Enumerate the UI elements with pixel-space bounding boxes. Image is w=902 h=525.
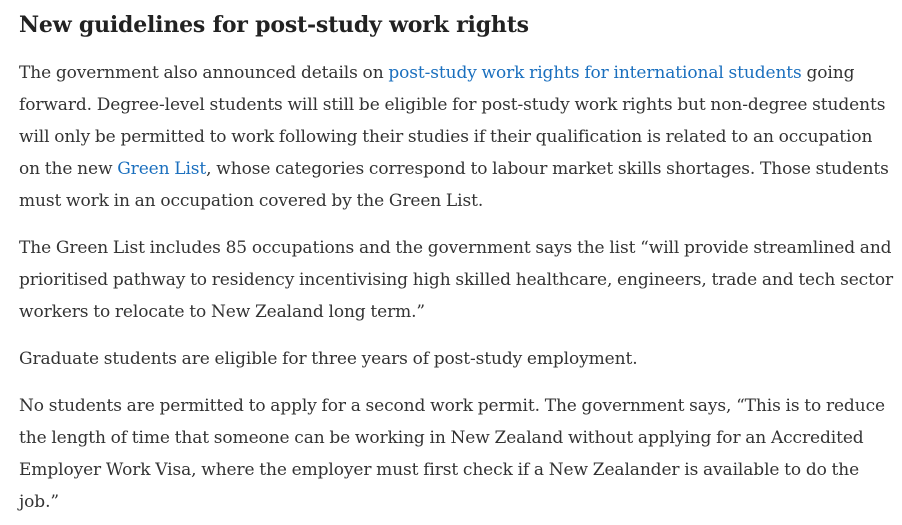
paragraph-post-study-rights bbox=[19, 57, 894, 217]
paragraph-green-list: The Green List includes 85 occupations and the government says the list “will provide streamlined and prioritised pathway to residency incentivising high skilled healthcare, engineers, trade and tech sector workers to relocate to New Zealand long term.” bbox=[19, 238, 893, 322]
paragraph-text: , whose categories correspond to labour market skills shortages. Those students must work in an occupation covered by the Green List. bbox=[19, 159, 889, 211]
paragraph-text: going forward. Degree-level students will still be eligible for post-study work rights but non-degree students will only be permitted to work following their studies if their qualification is related to an occupation on the new bbox=[19, 63, 886, 179]
paragraph-graduate-students: Graduate students are eligible for three years of post-study employment. bbox=[19, 349, 638, 369]
post-study-work-rights-link[interactable]: post-study work rights for international students bbox=[388, 63, 802, 83]
paragraph-text: The government also announced details on bbox=[19, 63, 389, 83]
article-body bbox=[19, 0, 894, 518]
green-list-link[interactable]: Green List bbox=[117, 159, 207, 179]
paragraph-second-work-permit: No students are permitted to apply for a second work permit. The government says, “This is to reduce the length of time that someone can be working in New Zealand without applying for an Accredited Employer Work Visa, where the employer must first check if a New Zealander is available to do the job.” bbox=[19, 396, 885, 512]
section-heading: New guidelines for post-study work rights bbox=[19, 12, 529, 38]
